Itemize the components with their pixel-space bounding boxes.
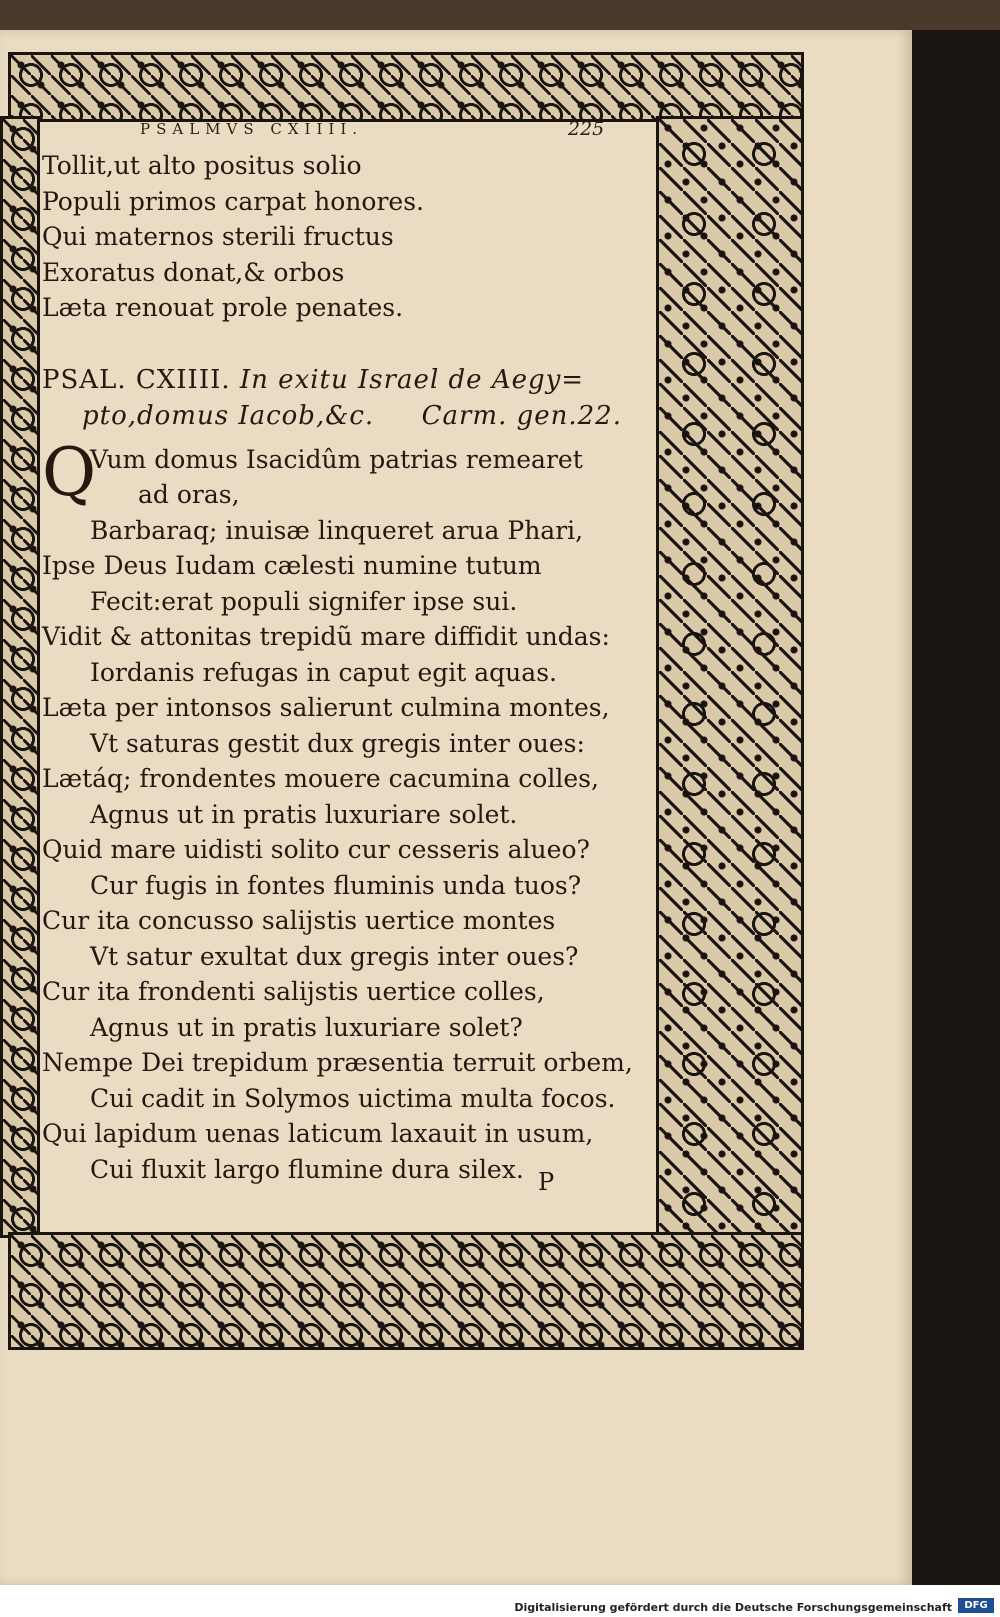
page-number: 225 — [568, 118, 605, 140]
opening-line: Læta renouat prole penates. — [42, 293, 404, 322]
poem-line: Agnus ut in pratis luxuriare solet. — [90, 799, 518, 829]
psalm-incipit: In exitu Israel de Aegy= — [239, 364, 585, 395]
poem-body — [42, 513, 654, 1188]
poem-first-line: Vum domus Isacidûm patrias remearet — [90, 444, 583, 474]
poem-line: Lætáq; frondentes mouere cacumina colles, — [42, 764, 599, 793]
poem-line: Cui fluxit largo flumine dura silex. — [90, 1154, 524, 1184]
poem-line: Cur ita concusso salijstis uertice montes — [42, 906, 556, 935]
scan-background-edge — [912, 30, 1000, 1585]
poem-line: Cui cadit in Solymos uictima multa focos. — [90, 1083, 616, 1113]
poem-line: Qui lapidum uenas laticum laxauit in usum, — [42, 1119, 594, 1148]
poem-opening — [42, 433, 654, 513]
poem-first-line-cont: ad oras, — [138, 480, 240, 509]
ornament-border-right — [656, 116, 804, 1238]
poem-line: Vt saturas gestit dux gregis inter oues: — [90, 728, 585, 758]
poem-line: Ipse Deus Iudam cælesti numine tutum — [42, 551, 542, 580]
opening-line: Tollit,ut alto positus solio — [42, 151, 362, 180]
opening-stanza — [42, 148, 654, 326]
poem-line: Læta per intonsos salierunt culmina montes, — [42, 693, 610, 722]
poem-line: Vt satur exultat dux gregis inter oues? — [90, 941, 579, 971]
poem-line: Barbaraq; inuisæ linqueret arua Phari, — [90, 515, 584, 545]
signature-mark: P — [538, 1168, 555, 1196]
opening-line: Populi primos carpat honores. — [42, 186, 424, 216]
poem-line: Vidit & attonitas trepidũ mare diffidit undas: — [42, 622, 610, 651]
drop-cap: Q — [42, 433, 97, 511]
opening-line: Qui maternos sterili fructus — [42, 222, 394, 251]
running-head: PSALMVS CXIIII. — [140, 120, 364, 138]
text-block — [42, 148, 654, 1187]
opening-line: Exoratus donat,& orbos — [42, 257, 345, 287]
ornament-border-left — [0, 116, 40, 1238]
psalm-label: PSAL. CXIIII. — [42, 364, 231, 395]
poem-line: Iordanis refugas in caput egit aquas. — [90, 657, 557, 687]
psalm-heading — [42, 362, 654, 434]
ornament-border-top — [8, 52, 804, 122]
ornament-border-bottom — [8, 1232, 804, 1350]
poem-line: Agnus ut in pratis luxuriare solet? — [90, 1012, 523, 1042]
poem-line: Cur fugis in fontes fluminis unda tuos? — [90, 870, 582, 900]
poem-line: Fecit:erat populi signifer ipse sui. — [90, 586, 518, 616]
footer-credit: Digitalisierung gefördert durch die Deutsche Forschungsgemeinschaft — [514, 1601, 952, 1614]
poem-line: Quid mare uidisti solito cur cesseris alueo? — [42, 835, 590, 864]
poem-line: Cur ita frondenti salijstis uertice colles, — [42, 977, 545, 1006]
psalm-meter: Carm. gen.22. — [421, 400, 622, 431]
top-scan-strip — [0, 0, 1000, 30]
dfg-logo: DFG — [958, 1598, 994, 1613]
poem-line: Nempe Dei trepidum præsentia terruit orbem, — [42, 1048, 633, 1077]
psalm-incipit-cont: pto,domus Iacob,&c. — [82, 400, 375, 431]
